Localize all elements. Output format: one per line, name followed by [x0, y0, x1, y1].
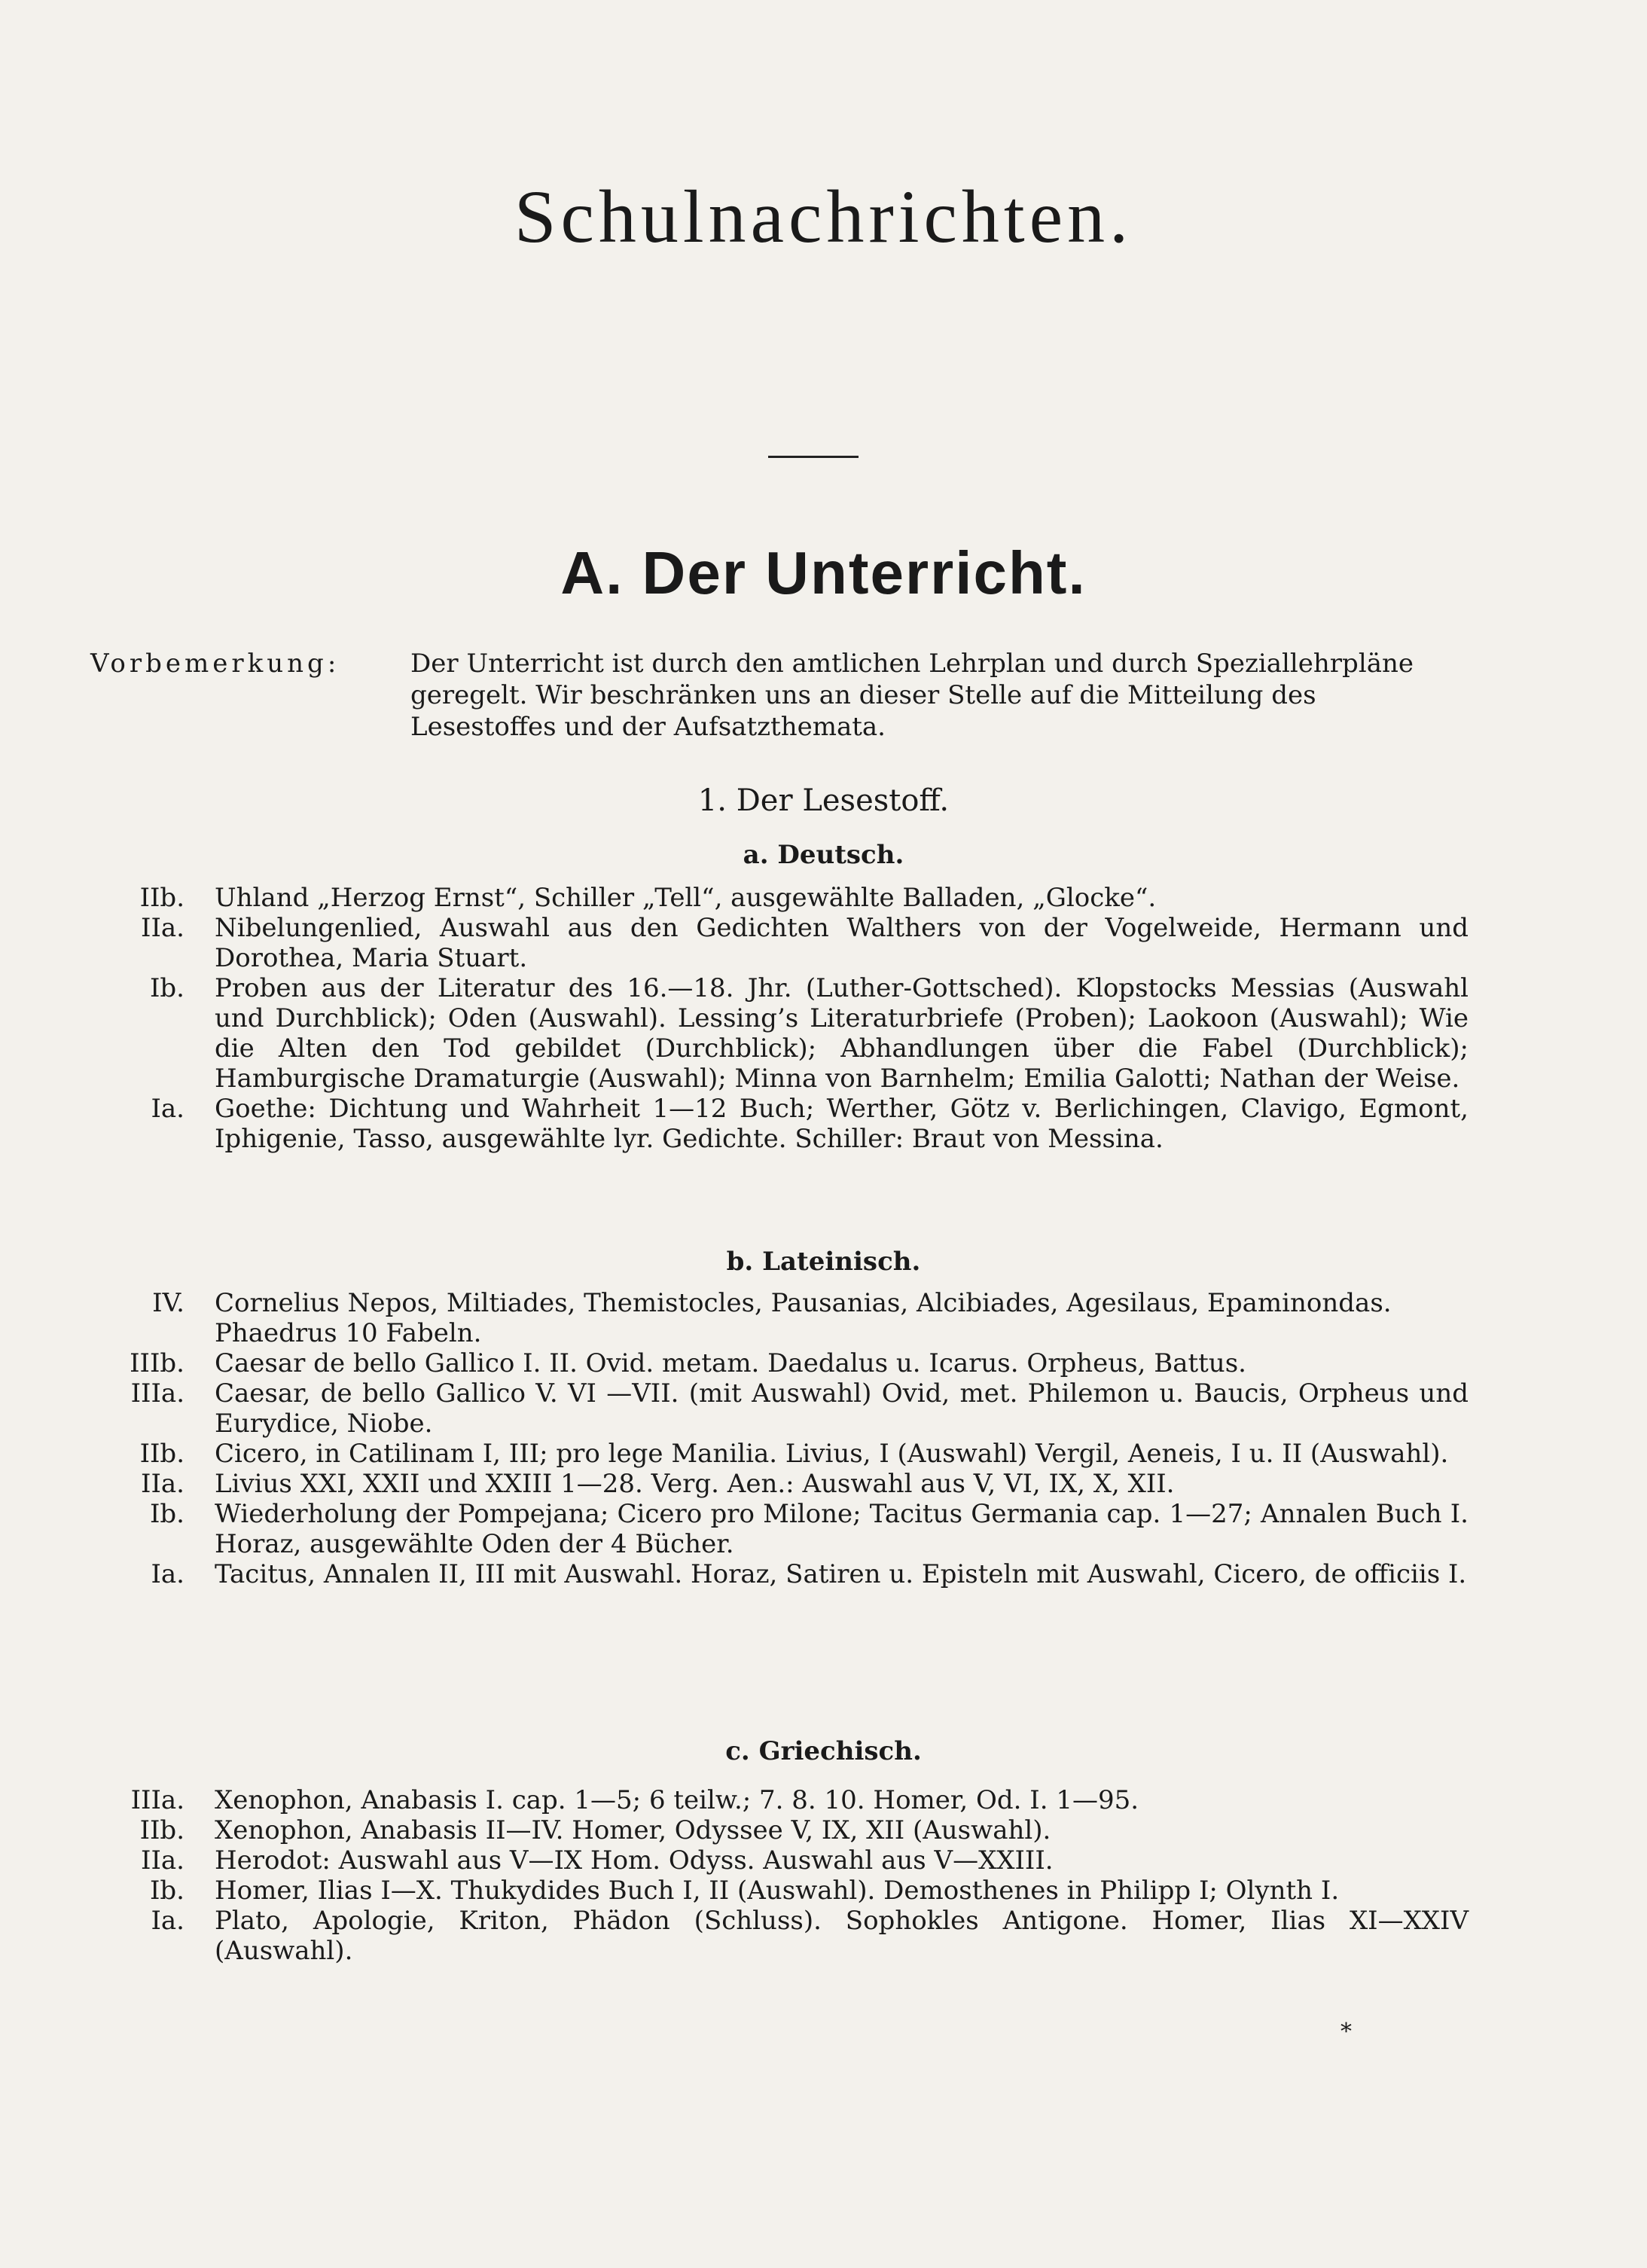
- reading-text: Homer, Ilias I—X. Thukydides Buch I, II (Auswahl). Demosthenes in Philipp I; Olynth I.: [215, 1876, 1340, 1906]
- class-label: IIIb.: [130, 1348, 185, 1378]
- list-item: [90, 1906, 1469, 1966]
- intro-text: Der Unterricht ist durch den amtlichen Lehrplan und durch Speziallehrpläne geregelt. Wir beschränken uns an dieser Stelle auf die Mitteilung des Lesestoffes und der Aufsatzthemata.: [410, 649, 1414, 742]
- reading-text: Goethe: Dichtung und Wahrheit 1—12 Buch; Werther, Götz v. Berlichingen, Clavigo, Egmont, Iphigenie, Tasso, ausgewählte lyr. Gedichte. Schiller: Braut von Messina.: [215, 1094, 1469, 1154]
- reading-text: Livius XXI, XXII und XXIII 1—28. Verg. Aen.: Auswahl aus V, VI, IX, X, XII.: [215, 1469, 1175, 1499]
- reading-text: Xenophon, Anabasis II—IV. Homer, Odyssee V, IX, XII (Auswahl).: [215, 1815, 1051, 1845]
- list-item: [90, 1876, 1469, 1906]
- reading-text: Cicero, in Catilinam I, III; pro lege Manilia. Livius, I (Auswahl) Vergil, Aeneis, I u. II (Auswahl).: [215, 1439, 1449, 1469]
- list-item: [90, 1094, 1469, 1154]
- list-item: [90, 1378, 1469, 1439]
- class-label: IIb.: [139, 883, 185, 913]
- list-item: [90, 1439, 1469, 1469]
- list-lateinisch: [90, 1288, 1469, 1589]
- class-label: IIa.: [141, 1469, 185, 1499]
- class-label: Ia.: [151, 1906, 185, 1936]
- list-item: [90, 1785, 1469, 1815]
- reading-text: Proben aus der Literatur des 16.—18. Jhr. (Luther-Gottsched). Klopstocks Messias (Auswahl und Durchblick); Oden (Auswahl). Lessing’s Literaturbriefe (Proben); Laokoon (Auswahl); Wie die Alten den Tod gebildet (Durchblick); Abhandlungen über die Fabel (Durchblick); Hamburgische Dramaturgie (Auswahl); Minna von Barnhelm; Emilia Galotti; Nathan der Weise.: [215, 973, 1469, 1094]
- list-item: [90, 1499, 1469, 1559]
- reading-text: Plato, Apologie, Kriton, Phädon (Schluss). Sophokles Antigone. Homer, Ilias XI—XXIV (Auswahl).: [215, 1906, 1469, 1966]
- list-item: [90, 1288, 1469, 1318]
- class-label: Ib.: [149, 1499, 185, 1529]
- heading-lateinisch: b. Lateinisch.: [726, 1247, 921, 1277]
- class-label: IIIa.: [130, 1785, 185, 1815]
- reading-text: Caesar de bello Gallico I. II. Ovid. metam. Daedalus u. Icarus. Orpheus, Battus.: [215, 1348, 1246, 1378]
- reading-text: Wiederholung der Pompejana; Cicero pro Milone; Tacitus Germania cap. 1—27; Annalen Buch I. Horaz, ausgewählte Oden der 4 Bücher.: [215, 1499, 1469, 1559]
- intro-label: Vorbemerkung:: [90, 649, 340, 679]
- list-item: [90, 1559, 1469, 1589]
- class-label: IIb.: [139, 1815, 185, 1845]
- list-item: [90, 913, 1469, 973]
- reading-text: Phaedrus 10 Fabeln.: [215, 1318, 482, 1348]
- list-item: [90, 1318, 1469, 1348]
- list-item: [90, 1348, 1469, 1378]
- class-label: IIa.: [141, 913, 185, 943]
- class-label: IIa.: [141, 1845, 185, 1876]
- list-griechisch: [90, 1785, 1469, 1966]
- list-item: [90, 1469, 1469, 1499]
- reading-text: Caesar, de bello Gallico V. VI —VII. (mit Auswahl) Ovid, met. Philemon u. Baucis, Orpheus und Eurydice, Niobe.: [215, 1378, 1469, 1439]
- footnote-mark: *: [1340, 2019, 1352, 2045]
- heading-griechisch: c. Griechisch.: [725, 1736, 922, 1766]
- class-label: [90, 1318, 215, 1348]
- reading-text: Xenophon, Anabasis I. cap. 1—5; 6 teilw.; 7. 8. 10. Homer, Od. I. 1—95.: [215, 1785, 1139, 1815]
- list-item: [90, 1845, 1469, 1876]
- section-title: A. Der Unterricht.: [560, 539, 1087, 606]
- class-label: IV.: [152, 1288, 185, 1318]
- title-divider: [768, 456, 859, 458]
- class-label: Ib.: [149, 973, 185, 1003]
- class-label: IIb.: [139, 1439, 185, 1469]
- class-label: Ia.: [151, 1094, 185, 1124]
- reading-text: Uhland „Herzog Ernst“, Schiller „Tell“, ausgewählte Balladen, „Glocke“.: [215, 883, 1157, 913]
- reading-text: Cornelius Nepos, Miltiades, Themistocles, Pausanias, Alcibiades, Agesilaus, Epaminondas.: [215, 1288, 1392, 1318]
- class-label: IIIa.: [130, 1378, 185, 1409]
- list-deutsch: [90, 883, 1469, 1154]
- subsection-title: 1. Der Lesestoff.: [697, 783, 950, 818]
- list-item: [90, 973, 1469, 1094]
- list-item: [90, 1815, 1469, 1845]
- page-title: Schulnachrichten.: [514, 175, 1133, 258]
- reading-text: Herodot: Auswahl aus V—IX Hom. Odyss. Auswahl aus V—XXIII.: [215, 1845, 1054, 1876]
- class-label: Ib.: [149, 1876, 185, 1906]
- list-item: [90, 883, 1469, 913]
- class-label: Ia.: [151, 1559, 185, 1589]
- heading-deutsch: a. Deutsch.: [743, 840, 904, 870]
- reading-text: Tacitus, Annalen II, III mit Auswahl. Horaz, Satiren u. Episteln mit Auswahl, Cicero, de officiis I.: [215, 1559, 1467, 1589]
- reading-text: Nibelungenlied, Auswahl aus den Gedichten Walthers von der Vogelweide, Hermann und Dorothea, Maria Stuart.: [215, 913, 1469, 973]
- intro-paragraph: [90, 648, 1469, 743]
